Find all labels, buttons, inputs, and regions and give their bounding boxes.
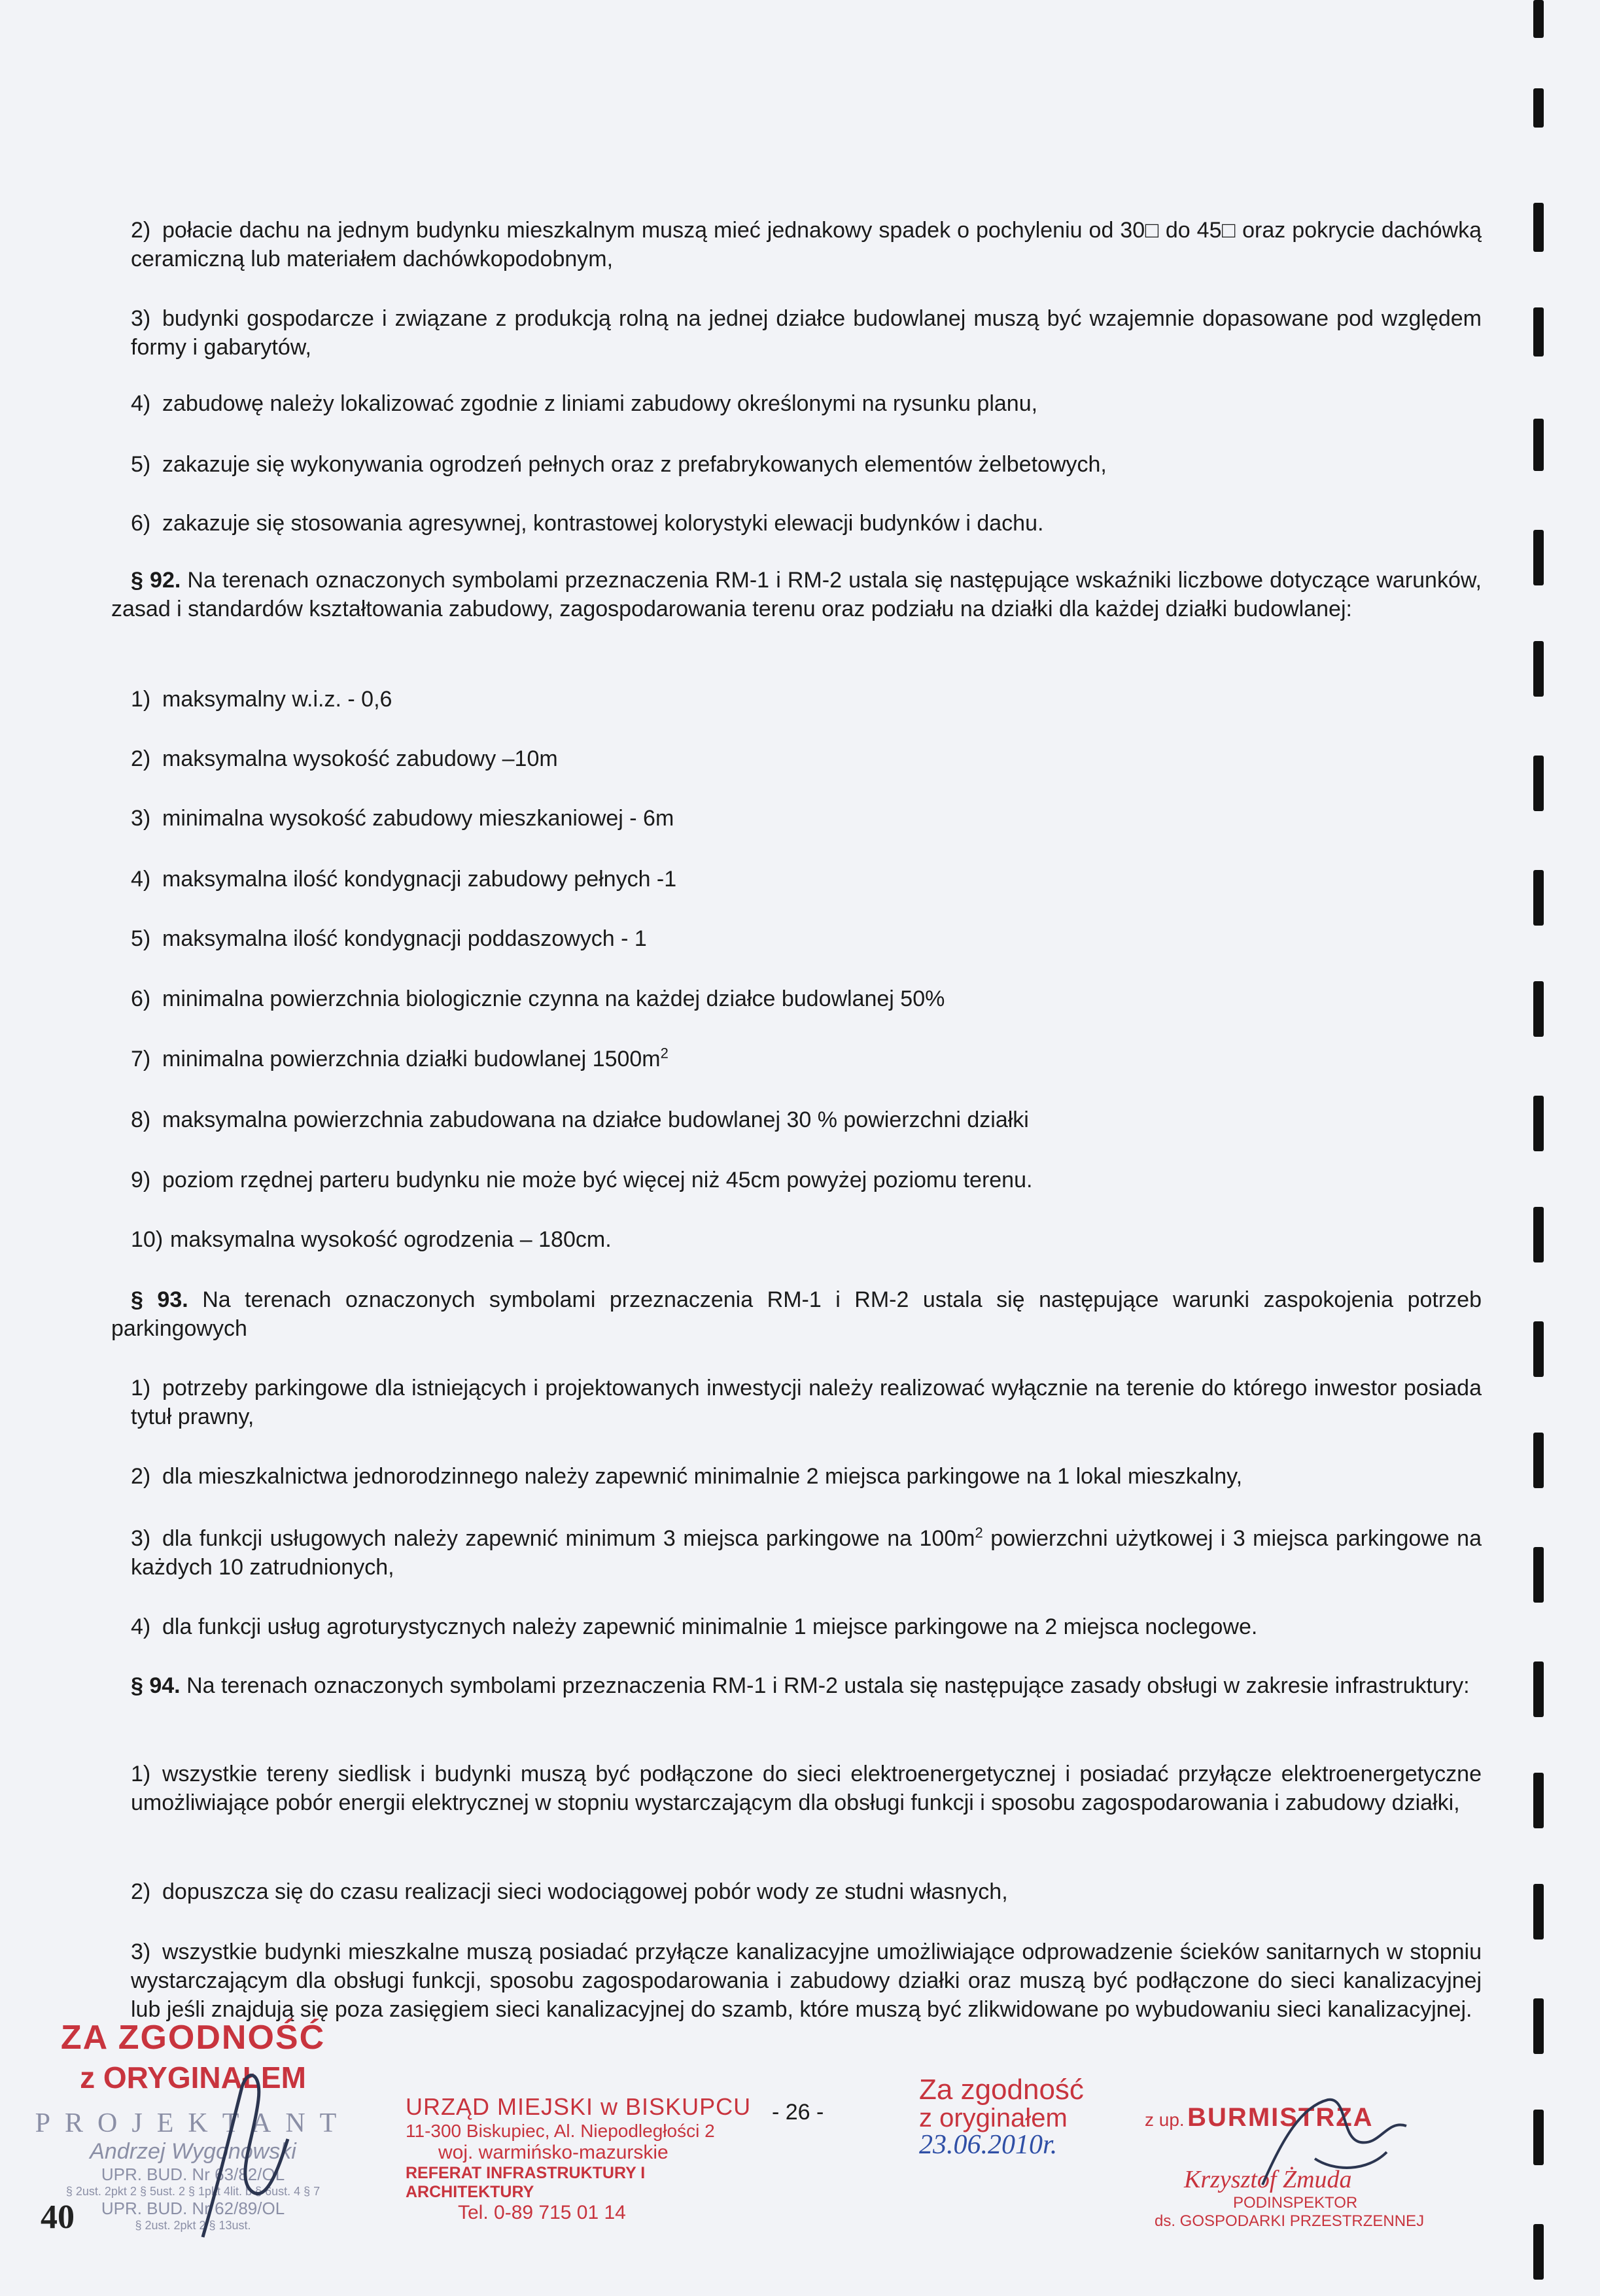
- item-text: dopuszcza się do czasu realizacji sieci wodociągowej pobór wody ze studni własnych,: [162, 1879, 1008, 1904]
- stamp-line: Tel. 0-89 715 01 14: [458, 2202, 626, 2223]
- item-text: maksymalna wysokość ogrodzenia – 180cm.: [170, 1227, 612, 1252]
- item-text: wszystkie tereny siedlisk i budynki muszą być podłączone do sieci elektroenergetycznej i posiadać przyłącze elektroenergetyczne umożliwiające pobór energii elektrycznej w stopniu wystarczającym dla obsługi funkcji i sposobu zagospodarowania i zabudowy działki,: [131, 1762, 1482, 1815]
- list-item: [131, 450, 1482, 479]
- stamp-line: § 2ust. 2pkt 2 § 13ust.: [135, 2219, 251, 2232]
- list-item: [131, 1225, 1482, 1254]
- item-number: 2): [131, 1879, 151, 1904]
- stamp-name: Krzysztof Żmuda: [1184, 2166, 1352, 2193]
- item-number: 6): [131, 511, 151, 536]
- stamp-title: BURMISTRZA: [1187, 2103, 1374, 2132]
- signature-scribble: [190, 2061, 294, 2244]
- scan-mark: [1533, 870, 1544, 926]
- signature-stroke: [1262, 2100, 1406, 2185]
- item-text: dla funkcji usługowych należy zapewnić minimum 3 miejsca parkingowe na 100m: [162, 1526, 975, 1551]
- item-text: zabudowę należy lokalizować zgodnie z liniami zabudowy określonymi na rysunku planu,: [162, 391, 1038, 416]
- item-text: budynki gospodarcze i związane z produkcją rolną na jednej działce budowlanej muszą być wzajemnie dopasowane pod względem formy i gabarytów,: [131, 306, 1482, 360]
- list-item: [131, 984, 1482, 1013]
- section-94: [111, 1671, 1482, 1700]
- list-item: [131, 685, 1482, 714]
- signature-stroke: [203, 2076, 288, 2237]
- list-item: [131, 1938, 1482, 2024]
- stamp-line: z ORYGINAŁEM: [80, 2061, 306, 2095]
- office-stamp: [406, 2093, 772, 2224]
- item-number: 8): [131, 1107, 151, 1132]
- certified-note: [919, 2074, 1155, 2161]
- item-text: maksymalny w.i.z. - 0,6: [162, 687, 392, 712]
- scan-mark: [1533, 419, 1544, 471]
- stamp-line: ZA ZGODNOŚĆ: [60, 2019, 326, 2057]
- item-text: potrzeby parkingowe dla istniejących i projektowanych inwestycji należy realizować wyłącznie na terenie do którego inwestor posiada tytuł prawny,: [131, 1376, 1482, 1429]
- section-93: [111, 1285, 1482, 1343]
- item-number: 4): [131, 391, 151, 416]
- signature-scribble: [1256, 2080, 1426, 2191]
- superscript: 2: [660, 1045, 669, 1062]
- list-item: [131, 924, 1482, 953]
- item-number: 1): [131, 1376, 151, 1400]
- scan-mark: [1533, 1884, 1544, 1939]
- scan-mark: [1533, 1998, 1544, 2054]
- item-text: wszystkie budynki mieszkalne muszą posiadać przyłącze kanalizacyjne umożliwiające odprowadzenie ścieków sanitarnych w stopniu wystarczającym dla obsługi funkcji, sposobu zagospodarowania i zabudowy działki oraz muszą być podłączone do sieci kanalizacyjnej lub jeśli znajdują się poza zasięgiem sieci kanalizacyjnej do szamb, które muszą być zlikwidowane po wybudowaniu sieci kanalizacyjnej.: [131, 1939, 1482, 2022]
- stamp-line: ds. GOSPODARKI PRZESTRZENNEJ: [1155, 2212, 1425, 2230]
- scan-mark: [1533, 756, 1544, 811]
- handwritten-date: 23.06.2010r.: [919, 2130, 1058, 2160]
- item-number: 1): [131, 687, 151, 712]
- item-text: minimalna powierzchnia biologicznie czynna na każdej działce budowlanej 50%: [162, 986, 945, 1011]
- item-number: 3): [131, 1526, 151, 1551]
- list-item: [131, 1374, 1482, 1431]
- item-text: maksymalna ilość kondygnacji zabudowy pełnych -1: [162, 867, 677, 892]
- section-label: § 92.: [131, 568, 181, 593]
- stamp-line: PODINSPEKTOR: [1233, 2194, 1358, 2212]
- page-number: - 26 -: [772, 2100, 824, 2125]
- list-item: [131, 744, 1482, 773]
- stamp-line: woj. warmińsko-mazurskie: [438, 2142, 669, 2163]
- list-item: [131, 304, 1482, 362]
- list-item: [131, 1105, 1482, 1134]
- scan-mark: [1533, 641, 1544, 697]
- item-text: poziom rzędnej parteru budynku nie może być więcej niż 45cm powyżej poziomu terenu.: [162, 1168, 1033, 1192]
- stamp-line: Za zgodność: [919, 2074, 1084, 2106]
- list-item: [131, 216, 1482, 273]
- section-text: Na terenach oznaczonych symbolami przeznaczenia RM-1 i RM-2 ustala się następujące wskaźniki liczbowe dotyczące warunków, zasad i standardów kształtowania zabudowy, zagospodarowania terenu oraz podziału na działki dla każdej działki budowlanej:: [111, 568, 1482, 621]
- item-text: maksymalna ilość kondygnacji poddaszowych - 1: [162, 926, 647, 951]
- scan-mark: [1533, 530, 1544, 585]
- scan-mark: [1533, 203, 1544, 252]
- stamp-line: UPR. BUD. Nr 63/82/OL: [101, 2165, 285, 2184]
- item-number: 2): [131, 1464, 151, 1489]
- section-92: [111, 566, 1482, 623]
- stamp-prefix: z up.: [1145, 2110, 1185, 2130]
- scan-mark: [1533, 0, 1544, 38]
- scan-mark: [1533, 1096, 1544, 1151]
- item-number: 7): [131, 1047, 151, 1071]
- section-text: Na terenach oznaczonych symbolami przeznaczenia RM-1 i RM-2 ustala się następujące warunki zaspokojenia potrzeb parkingowych: [111, 1287, 1482, 1341]
- item-number: 5): [131, 926, 151, 951]
- stamp-line: URZĄD MIEJSKI w BISKUPCU: [406, 2093, 752, 2120]
- section-label: § 93.: [131, 1287, 188, 1312]
- item-text: minimalna wysokość zabudowy mieszkaniowej - 6m: [162, 806, 674, 831]
- stamp-line: REFERAT INFRASTRUKTURY I ARCHITEKTURY: [406, 2164, 646, 2201]
- superscript: 2: [975, 1524, 983, 1541]
- stamp-title: PROJEKTANT: [35, 2108, 351, 2138]
- item-number: 4): [131, 867, 151, 892]
- scan-mark: [1533, 88, 1544, 128]
- section-label: § 94.: [131, 1673, 181, 1698]
- scan-mark: [1533, 981, 1544, 1037]
- stamp-line: 11-300 Biskupiec, Al. Niepodległości 2: [406, 2121, 715, 2141]
- list-item: [131, 509, 1482, 538]
- item-text: maksymalna wysokość zabudowy –10m: [162, 746, 558, 771]
- stamp-line: z oryginałem: [919, 2104, 1068, 2132]
- scan-mark: [1533, 1207, 1544, 1262]
- item-number: 2): [131, 218, 151, 243]
- item-text: zakazuje się stosowania agresywnej, kontrastowej kolorystyki elewacji budynków i dachu.: [162, 511, 1044, 536]
- list-item: [131, 865, 1482, 894]
- scan-mark: [1533, 1321, 1544, 1377]
- scan-mark: [1533, 1547, 1544, 1603]
- item-text: zakazuje się wykonywania ogrodzeń pełnych oraz z prefabrykowanych elementów żelbetowych,: [162, 452, 1107, 477]
- scan-mark: [1533, 307, 1544, 357]
- list-item: [131, 1760, 1482, 1817]
- item-number: 1): [131, 1762, 151, 1786]
- item-text: powierzchni użytkowej i 3 miejsca parkingowe na każdych 10 zatrudnionych,: [131, 1526, 1482, 1580]
- list-item: [131, 804, 1482, 833]
- list-item: [131, 1045, 1482, 1073]
- stamp-line: § 2ust. 2pkt 2 § 5ust. 2 § 1pkt 4lit. b § 6ust. 4 § 7: [65, 2185, 321, 2198]
- item-text: połacie dachu na jednym budynku mieszkalnym muszą mieć jednakowy spadek o pochyleniu od 30□ do 45□ oraz pokrycie dachówką ceramiczną lub materiałem dachówkopodobnym,: [131, 218, 1482, 271]
- list-item: [131, 1877, 1482, 1906]
- item-number: 9): [131, 1168, 151, 1192]
- stamp-line: UPR. BUD. Nr 62/89/OL: [101, 2199, 285, 2218]
- item-text: maksymalna powierzchnia zabudowana na działce budowlanej 30 % powierzchni działki: [162, 1107, 1029, 1132]
- handwritten-number: 40: [41, 2199, 75, 2236]
- item-number: 3): [131, 306, 151, 331]
- item-number: 2): [131, 746, 151, 771]
- item-text: dla mieszkalnictwa jednorodzinnego należy zapewnić minimalnie 2 miejsca parkingowe na 1 lokal mieszkalny,: [162, 1464, 1243, 1489]
- item-number: 6): [131, 986, 151, 1011]
- section-text: Na terenach oznaczonych symbolami przeznaczenia RM-1 i RM-2 ustala się następujące zasady obsługi w zakresie infrastruktury:: [186, 1673, 1470, 1698]
- scan-mark: [1533, 1661, 1544, 1717]
- stamp-name: Andrzej Wygonowski: [90, 2139, 296, 2164]
- item-text: minimalna powierzchnia działki budowlanej 1500m: [162, 1047, 661, 1071]
- item-number: 3): [131, 806, 151, 831]
- list-item: [131, 1166, 1482, 1194]
- list-item: [131, 389, 1482, 418]
- item-number: 3): [131, 1939, 151, 1964]
- scan-mark: [1533, 2110, 1544, 2165]
- scan-mark: [1533, 1773, 1544, 1828]
- list-item: [131, 1524, 1482, 1582]
- item-text: dla funkcji usług agroturystycznych należy zapewnić minimalnie 1 miejsce parkingowe na 2 miejsca noclegowe.: [162, 1614, 1258, 1639]
- scan-mark: [1533, 2224, 1544, 2280]
- list-item: [131, 1612, 1482, 1641]
- item-number: 4): [131, 1614, 151, 1639]
- scan-mark: [1533, 1433, 1544, 1488]
- list-item: [131, 1462, 1482, 1491]
- item-number: 10): [131, 1227, 164, 1252]
- item-number: 5): [131, 452, 151, 477]
